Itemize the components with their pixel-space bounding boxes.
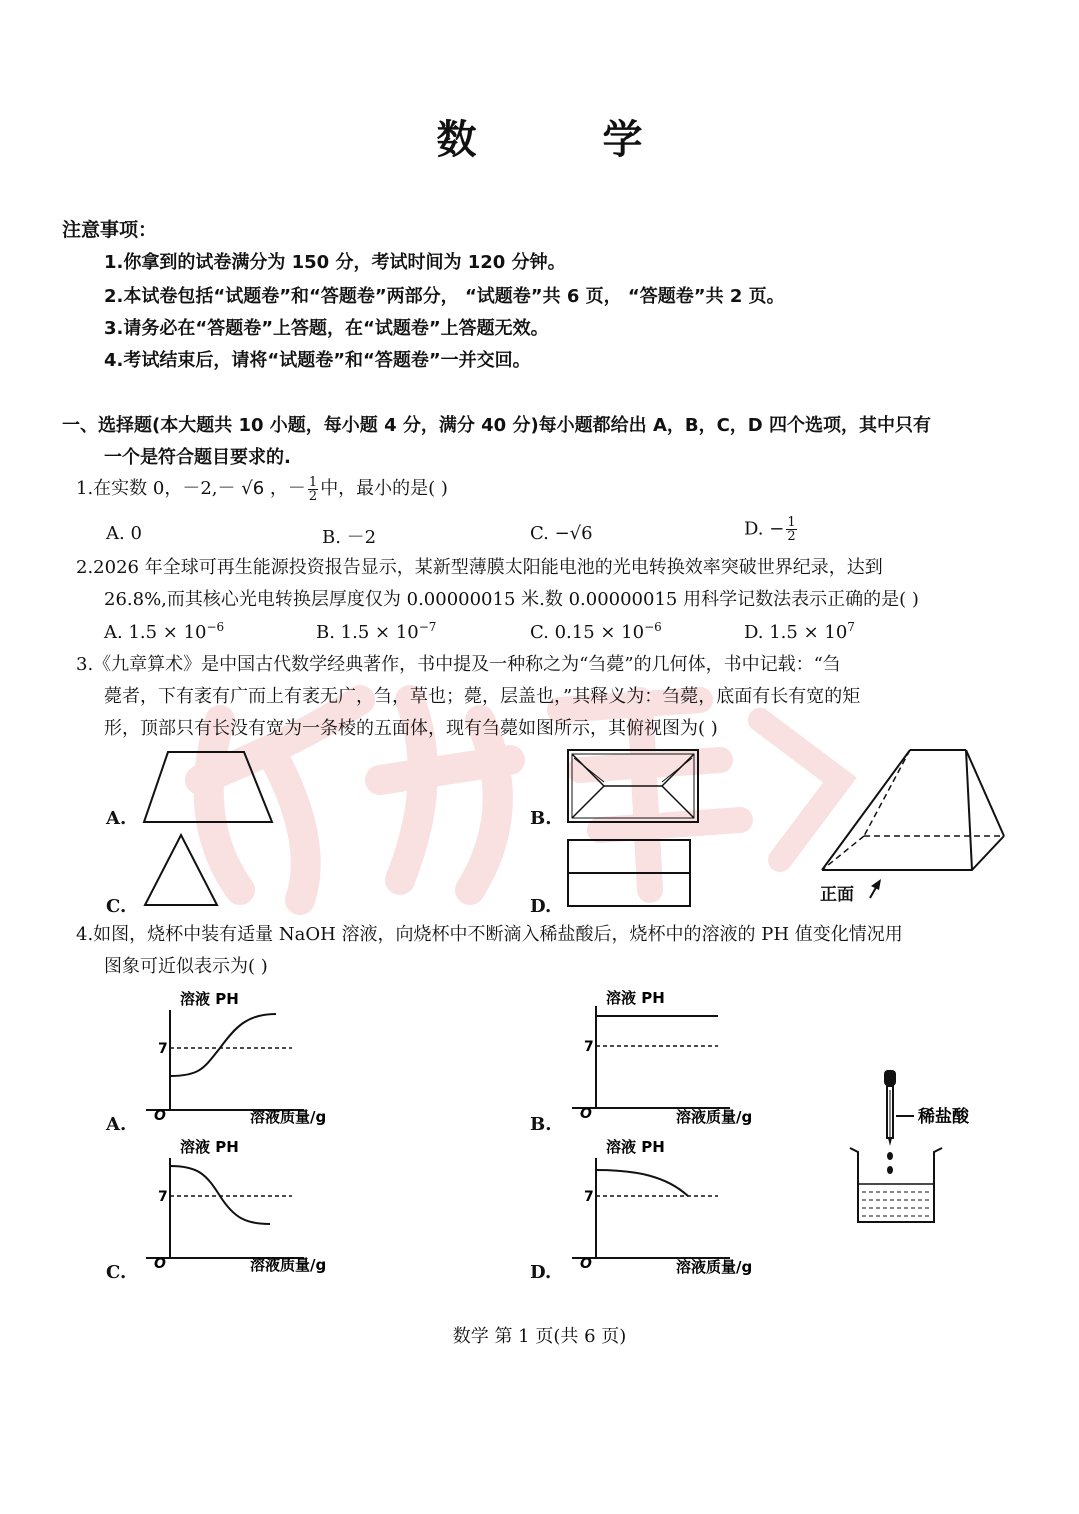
q1-fraction: $\frac{1}{2}$ bbox=[308, 474, 318, 504]
notice-item-3: 3.请务必在“答题卷”上答题，在“试题卷”上答题无效。 bbox=[104, 318, 549, 339]
q3-option-b-rectangle-diagonals[interactable] bbox=[566, 748, 700, 824]
svg-text:O: O bbox=[580, 1256, 592, 1272]
q4-option-b-label[interactable]: B. bbox=[530, 1114, 552, 1135]
q4-line-2: 图象可近似表示为( ) bbox=[104, 956, 268, 977]
svg-text:溶液质量/g: 溶液质量/g bbox=[250, 1256, 327, 1274]
q2-line-1: 2.2026 年全球可再生能源投资报告显示，某新型薄膜太阳能电池的光电转换效率突破世界纪录，达到 bbox=[76, 557, 883, 578]
q2-line-2: 26.8%,而其核心光电转换层厚度仅为 0.00000015 米.数 0.00000015 用科学记数法表示正确的是( ) bbox=[104, 589, 919, 610]
q2-option-d[interactable]: D. $1.5 \times 10^7$ bbox=[744, 620, 855, 643]
svg-text:O: O bbox=[580, 1106, 592, 1122]
svg-text:O: O bbox=[154, 1108, 166, 1124]
q4-graph-b[interactable] bbox=[566, 986, 786, 1132]
notice-heading: 注意事项： bbox=[62, 219, 158, 241]
q1-option-a[interactable]: A. 0 bbox=[106, 523, 142, 544]
q1-option-d[interactable]: D. − $\frac{1}{2}$ bbox=[744, 515, 796, 544]
q2-option-b[interactable]: B. $1.5 \times 10^{-7}$ bbox=[316, 620, 437, 643]
q3-option-c-label[interactable]: C. bbox=[106, 896, 127, 917]
svg-text:溶液质量/g: 溶液质量/g bbox=[676, 1108, 753, 1126]
q1-text-mid: ，－ bbox=[264, 478, 306, 499]
q4-option-d-label[interactable]: D. bbox=[530, 1262, 552, 1283]
q1-option-c[interactable]: C. −√6 bbox=[530, 523, 593, 544]
svg-text:溶液 PH: 溶液 PH bbox=[180, 1138, 239, 1156]
svg-text:7: 7 bbox=[584, 1189, 594, 1205]
q3-option-d-rectangle-split[interactable] bbox=[566, 838, 692, 908]
q4-option-a-label[interactable]: A. bbox=[106, 1114, 127, 1135]
q4-graph-a[interactable] bbox=[140, 986, 360, 1132]
question-1 bbox=[76, 474, 448, 504]
front-label: 正面 bbox=[820, 885, 854, 905]
q3-line-3: 形，顶部只有长没有宽为一条棱的五面体，现有刍薨如图所示，其俯视图为( ) bbox=[104, 718, 718, 739]
notice-item-1: 1.你拿到的试卷满分为 150 分，考试时间为 120 分钟。 bbox=[104, 252, 566, 273]
svg-text:溶液质量/g: 溶液质量/g bbox=[250, 1108, 327, 1126]
q1-text-pre: 1.在实数 0，－2,－ bbox=[76, 478, 242, 499]
svg-text:稀盐酸: 稀盐酸 bbox=[918, 1107, 969, 1127]
q2-option-a[interactable]: A. $1.5 \times 10^{-6}$ bbox=[104, 620, 225, 643]
q3-option-d-label[interactable]: D. bbox=[530, 896, 552, 917]
q3-option-b-label[interactable]: B. bbox=[530, 808, 552, 829]
q3-solid-figure bbox=[816, 744, 1012, 906]
q4-option-c-label[interactable]: C. bbox=[106, 1262, 127, 1283]
q4-graph-d[interactable] bbox=[566, 1134, 786, 1280]
page-footer: 数学 第 1 页(共 6 页) bbox=[452, 1326, 627, 1347]
q3-option-c-triangle[interactable] bbox=[142, 832, 220, 908]
section-heading bbox=[62, 410, 1022, 474]
q1-text-post: 中，最小的是( ) bbox=[320, 478, 448, 499]
svg-text:7: 7 bbox=[158, 1041, 168, 1057]
beaker-dropper-diagram bbox=[846, 1066, 986, 1230]
q4-line-1: 4.如图，烧杯中装有适量 NaOH 溶液，向烧杯中不断滴入稀盐酸后，烧杯中的溶液的 PH 值变化情况用 bbox=[76, 924, 903, 945]
svg-text:溶液质量/g: 溶液质量/g bbox=[676, 1258, 753, 1276]
q1-option-b[interactable]: B. －2 bbox=[322, 527, 377, 548]
q3-line-1: 3.《九章算术》是中国古代数学经典著作，书中提及一种称之为“刍薨”的几何体，书中记载：“刍 bbox=[76, 654, 841, 675]
svg-text:7: 7 bbox=[584, 1039, 594, 1055]
svg-text:溶液 PH: 溶液 PH bbox=[606, 1138, 665, 1156]
svg-text:溶液 PH: 溶液 PH bbox=[606, 989, 665, 1007]
q2-option-c[interactable]: C. $0.15 \times 10^{-6}$ bbox=[530, 620, 662, 643]
svg-text:O: O bbox=[154, 1256, 166, 1272]
notice-item-4: 4.考试结束后，请将“试题卷”和“答题卷”一并交回。 bbox=[104, 350, 531, 371]
q1-sqrt6: √6 bbox=[241, 478, 265, 499]
q3-line-2: 薨者，下有袤有广而上有袤无广，刍，草也；薨，层盖也，”其释义为：刍薨，底面有长有宽的矩 bbox=[104, 686, 861, 707]
q4-graph-c[interactable] bbox=[140, 1134, 360, 1280]
q3-option-a-trapezoid[interactable] bbox=[140, 750, 276, 824]
section-line-2: 一个是符合题目要求的. bbox=[104, 447, 291, 468]
q3-option-a-label[interactable]: A. bbox=[106, 808, 127, 829]
page-title: 数 学 bbox=[436, 117, 699, 163]
section-line-1: 一、选择题(本大题共 10 小题，每小题 4 分，满分 40 分)每小题都给出 A，B，C，D 四个选项，其中只有 bbox=[62, 415, 932, 436]
notice-item-2: 2.本试卷包括“试题卷”和“答题卷”两部分， “试题卷”共 6 页， “答题卷”共 2 页。 bbox=[104, 286, 785, 307]
svg-text:溶液 PH: 溶液 PH bbox=[180, 990, 239, 1008]
svg-text:7: 7 bbox=[158, 1189, 168, 1205]
